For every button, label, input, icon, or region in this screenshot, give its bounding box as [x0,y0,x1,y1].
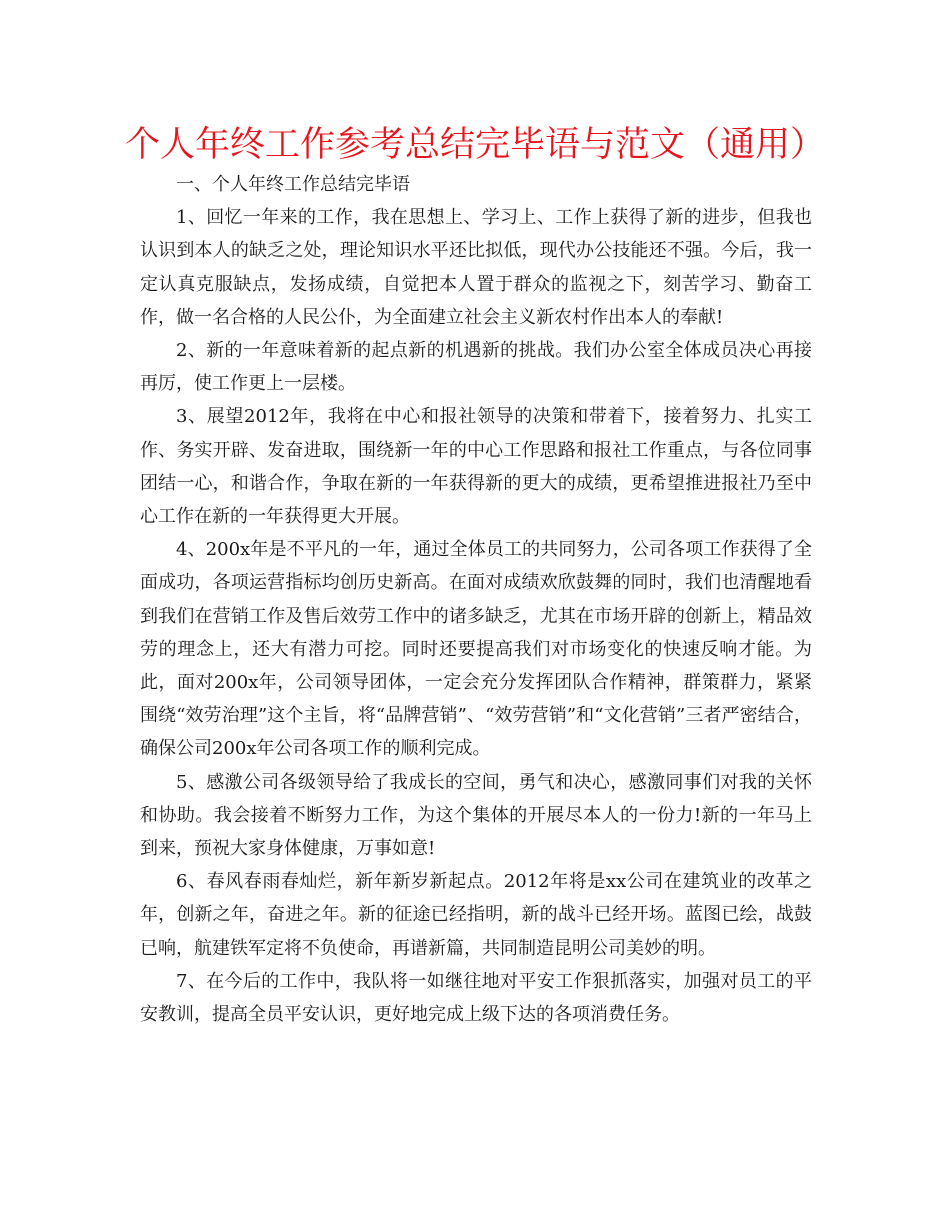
paragraph-5: 5、感激公司各级领导给了我成长的空间，勇气和决心，感激同事们对我的关怀和协助。我会接着不断努力工作，为这个集体的开展尽本人的一份力!新的一年马上到来，预祝大家身体健康，万事如意! [140,771,812,860]
paragraph-4: 4、200x年是不平凡的一年，通过全体员工的共同努力，公司各项工作获得了全面成功，各项运营指标均创历史新高。在面对成绩欢欣鼓舞的同时，我们也清醒地看到我们在营销工作及售后效劳工作中的诸多缺乏，尤其在市场开辟的创新上，精品效劳的理念上，还大有潜力可挖。同时还要提高我们对市场变化的快速反响才能。为此，面对200x年，公司领导团体，一定会充分发挥团队合作精神，群策群力，紧紧围绕“效劳治理”这个主旨，将“品牌营销”、“效劳营销”和“文化营销”三者严密结合，确保公司200x年公司各项工作的顺利完成。 [140,539,812,760]
document-body [140,168,812,1031]
section-heading: 一、个人年终工作总结完毕语 [176,174,410,195]
paragraph-2: 2、新的一年意味着新的起点新的机遇新的挑战。我们办公室全体成员决心再接再厉，使工作更上一层楼。 [140,340,812,395]
paragraph-7: 7、在今后的工作中，我队将一如继往地对平安工作狠抓落实，加强对员工的平安教训，提高全员平安认识，更好地完成上级下达的各项消费任务。 [140,970,812,1026]
document-title: 个人年终工作参考总结完毕语与范文（通用） [124,125,825,165]
paragraph-6: 6、春风春雨春灿烂，新年新岁新起点。2012年将是xx公司在建筑业的改革之年，创新之年，奋进之年。新的征途已经指明，新的战斗已经开场。蓝图已绘，战鼓已响，航建铁军定将不负使命，再谱新篇，共同制造昆明公司美妙的明。 [140,871,812,959]
paragraph-3: 3、展望2012年，我将在中心和报社领导的决策和带着下，接着努力、扎实工作、务实开辟、发奋进取，围绕新一年的中心工作思路和报社工作重点，与各位同事团结一心，和谐合作，争取在新的一年获得新的更大的成绩，更希望推进报社乃至中心工作在新的一年获得更大开展。 [140,406,812,528]
paragraph-1: 1、回忆一年来的工作，我在思想上、学习上、工作上获得了新的进步，但我也认识到本人的缺乏之处，理论知识水平还比拟低，现代办公技能还不强。今后，我一定认真克服缺点，发扬成绩，自觉把本人置于群众的监视之下，刻苦学习、勤奋工作，做一名合格的人民公仆，为全面建立社会主义新农村作出本人的奉献! [140,207,812,328]
